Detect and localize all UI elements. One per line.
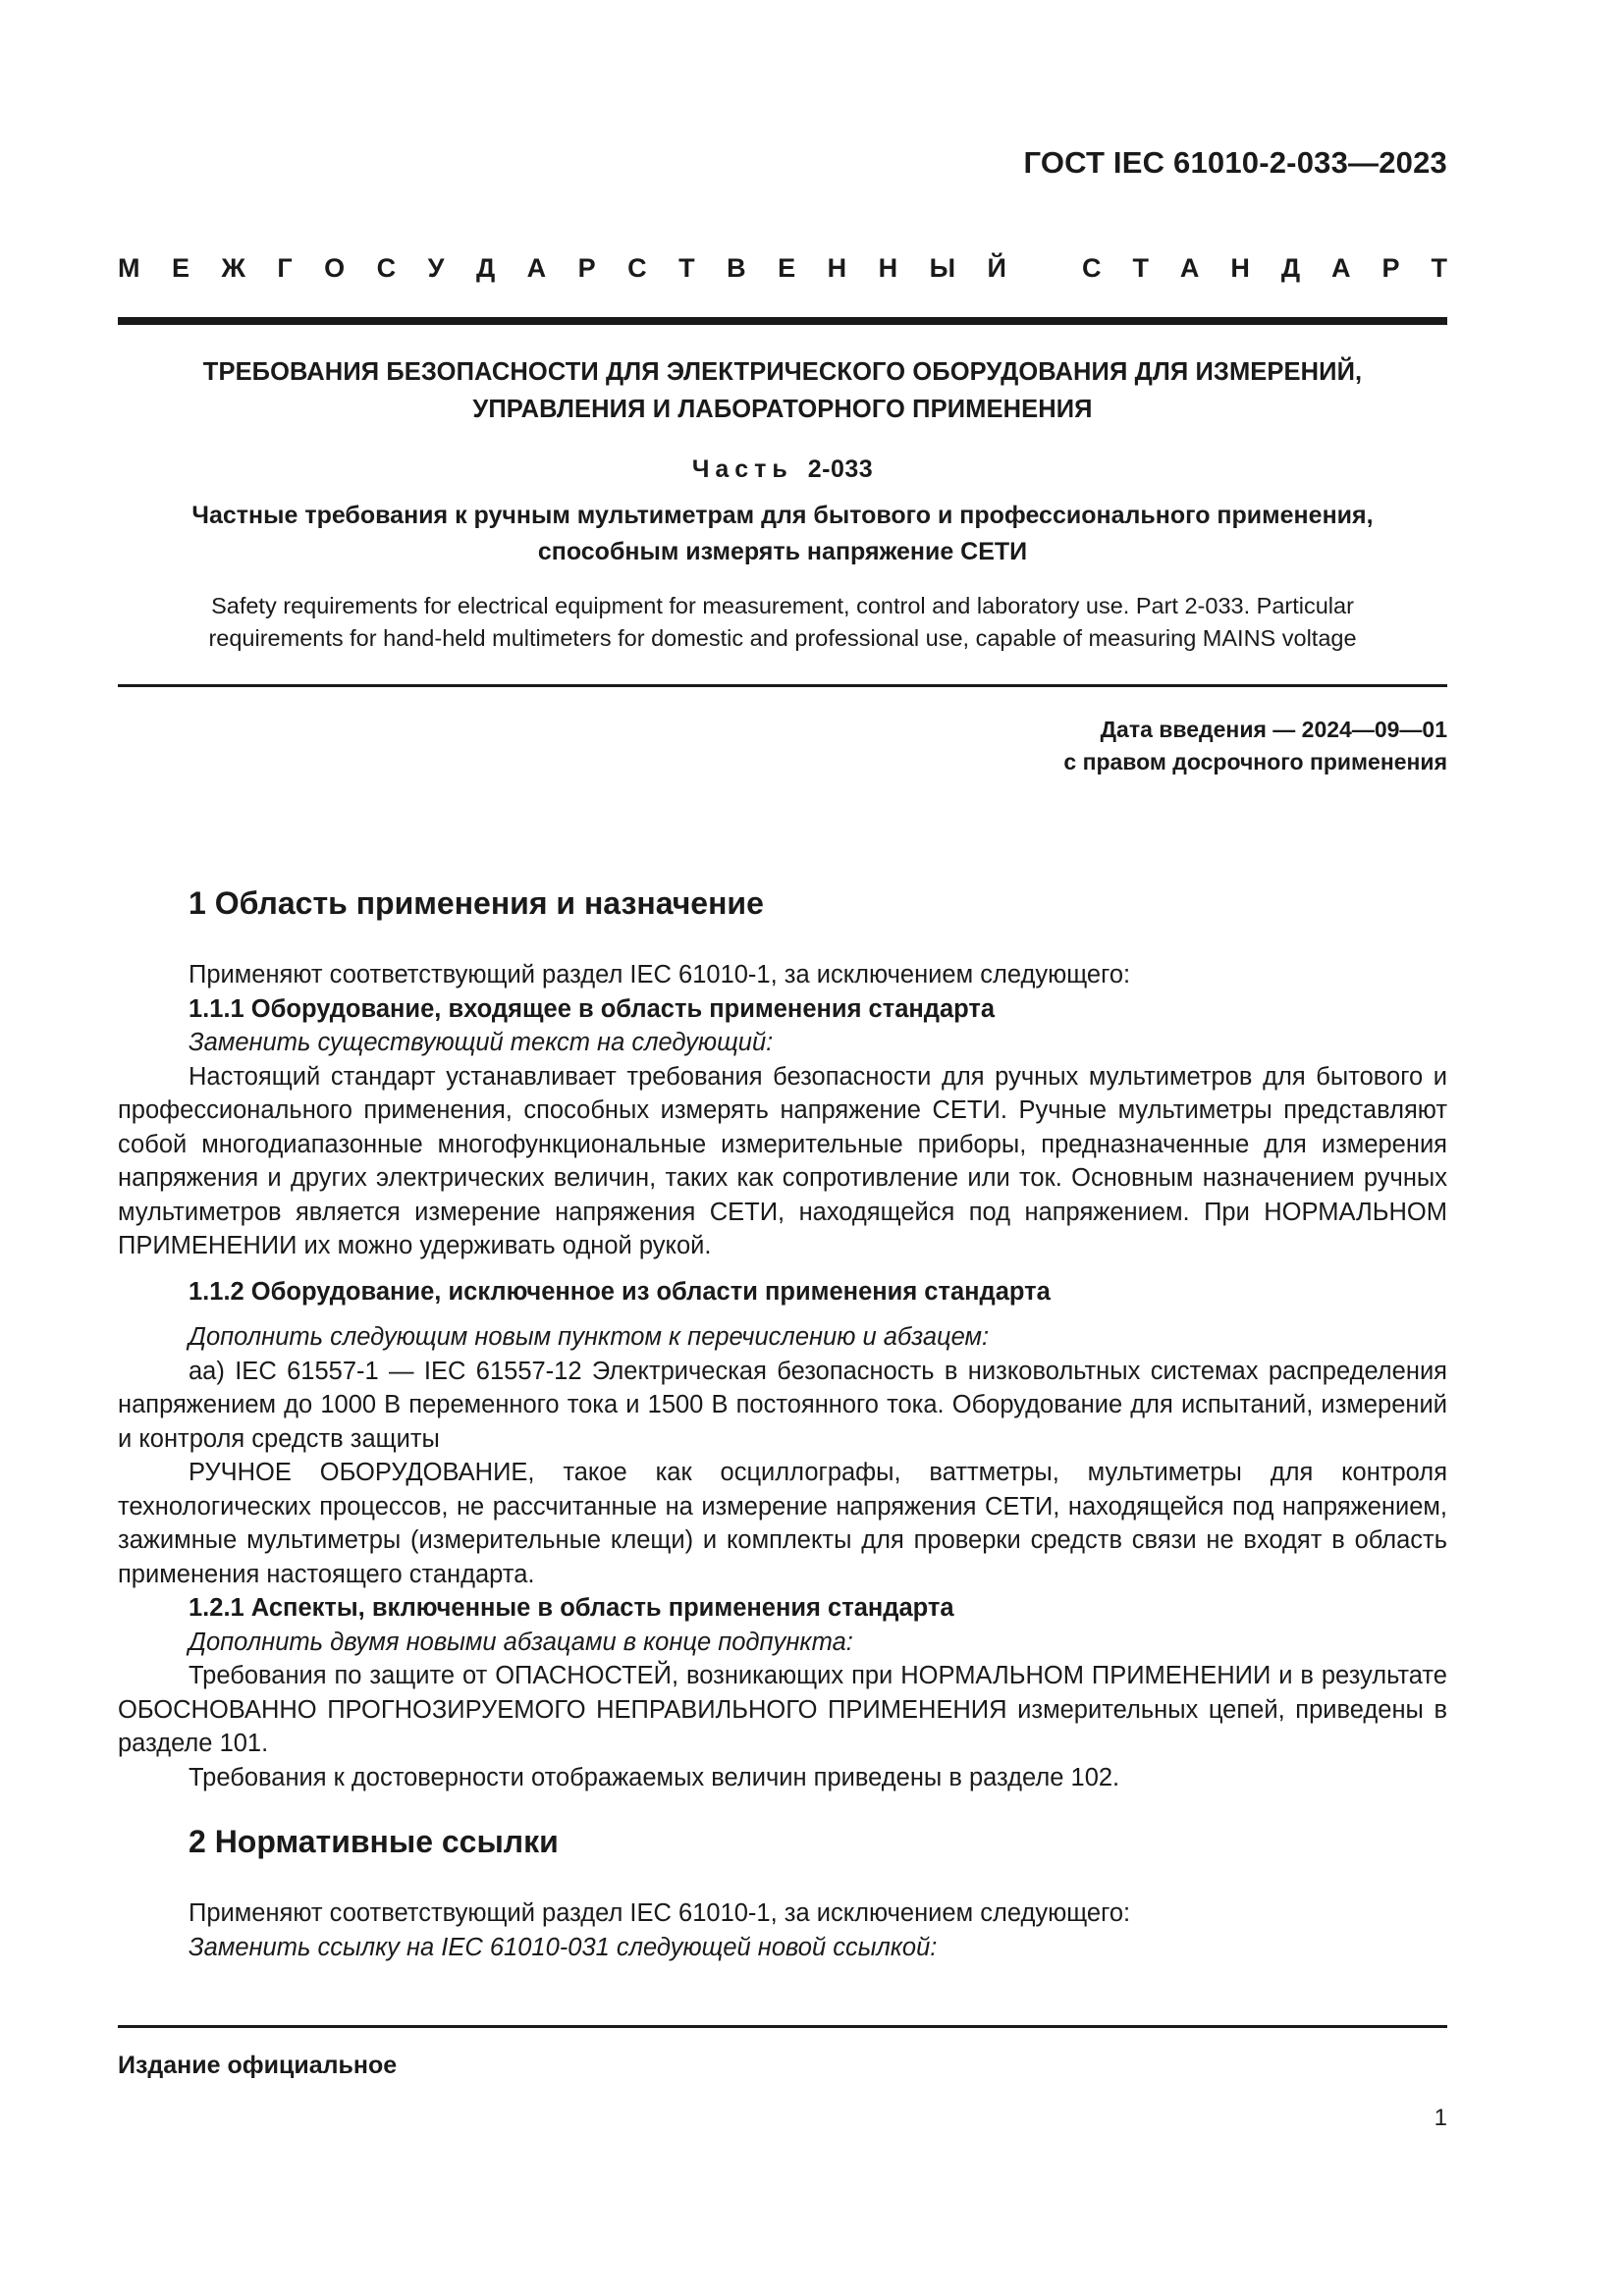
part-word: Часть: [691, 455, 793, 483]
clause-1-1-2-heading: 1.1.2 Оборудование, исключенное из области применения стандарта: [189, 1277, 1051, 1306]
title-bottom-rule: [118, 684, 1447, 687]
main-title-line-1: ТРЕБОВАНИЯ БЕЗОПАСНОСТИ ДЛЯ ЭЛЕКТРИЧЕСКОГО ОБОРУДОВАНИЯ ДЛЯ ИЗМЕРЕНИЙ,: [202, 358, 1363, 386]
english-title-line-2: requirements for hand-held multimeters for domestic and professional use, capable of measuring MAINS voltage: [208, 625, 1357, 651]
document-number: ГОСТ IEC 61010-2-033—2023: [1023, 145, 1447, 180]
hazards-text: Требования по защите от ОПАСНОСТЕЙ, возникающих при НОРМАЛЬНОМ ПРИМЕНЕНИИ и в результате ОБОСНОВАННО ПРОГНОЗИРУЕМОГО НЕПРАВИЛЬНОГО ПРИМЕНЕНИЯ измерительных цепей, приведены в разделе 101.: [118, 1662, 1447, 1757]
introduction-date-line-1: Дата введения — 2024—09—01: [1100, 717, 1447, 742]
section-1-heading: 1 Область применения и назначение: [189, 885, 764, 921]
footer-rule: [118, 2025, 1447, 2028]
header-thick-rule: [118, 317, 1447, 325]
section-1-apply-text: Применяют соответствующий раздел IEC 61010-1, за исключением следующего:: [189, 961, 1131, 988]
manual-equipment-text: РУЧНОЕ ОБОРУДОВАНИЕ, такое как осциллографы, ваттметры, мультиметры для контроля технологических процессов, не рассчитанные на измерение напряжения СЕТИ, находящейся под напряжением, зажимные мультиметры (измерительные клещи) и комплекты для проверки средств связи не входят в область применения настоящего стандарта.: [118, 1459, 1447, 1588]
banner-word-standard: С Т А Н Д А Р Т: [1082, 253, 1447, 283]
introduction-date-line-2: с правом досрочного применения: [1063, 749, 1447, 774]
english-title: [118, 590, 1447, 655]
english-title-line-1: Safety requirements for electrical equipment for measurement, control and laboratory use. Part 2-033. Particular: [211, 593, 1354, 618]
clause-1-1-2-instruction: Дополнить следующим новым пунктом к перечислению и абзацем:: [189, 1323, 990, 1351]
subtitle-line-1: Частные требования к ручным мультиметрам для бытового и профессионального применения,: [191, 502, 1374, 529]
subtitle-line-2: способным измерять напряжение СЕТИ: [537, 538, 1028, 565]
clause-1-1-1-scope-text: Настоящий стандарт устанавливает требования безопасности для ручных мультиметров для бытового и профессионального применения, способных измерять напряжение СЕТИ. Ручные мультиметры представляют собой многодиапазонные многофункциональные измерительные приборы, предназначенные для измерения напряжения и других электрических величин, таких как сопротивление или ток. Основным назначением ручных мультиметров является измерение напряжения СЕТИ, находящейся под напряжением. При НОРМАЛЬНОМ ПРИМЕНЕНИИ их можно удерживать одной рукой.: [118, 1062, 1447, 1259]
accuracy-text: Требования к достоверности отображаемых величин приведены в разделе 102.: [189, 1763, 1120, 1791]
part-number: 2-033: [807, 455, 874, 483]
main-title-line-2: УПРАВЛЕНИЯ И ЛАБОРАТОРНОГО ПРИМЕНЕНИЯ: [472, 396, 1093, 423]
section-2-apply-text: Применяют соответствующий раздел IEC 61010-1, за исключением следующего:: [189, 1899, 1131, 1927]
page-number: 1: [1434, 2105, 1447, 2131]
clause-1-2-1-instruction: Дополнить двумя новыми абзацами в конце подпункта:: [189, 1628, 853, 1656]
clause-1-2-1-heading: 1.2.1 Аспекты, включенные в область применения стандарта: [189, 1594, 954, 1622]
part-label: [118, 455, 1447, 484]
document-body: [118, 883, 1447, 1964]
interstate-standard-banner: [118, 253, 1447, 284]
clause-1-1-1-heading: 1.1.1 Оборудование, входящее в область применения стандарта: [189, 994, 996, 1023]
clause-1-1-1-instruction: Заменить существующий текст на следующий:: [189, 1029, 774, 1056]
section-2-heading: 2 Нормативные ссылки: [189, 1824, 559, 1859]
introduction-date: [1063, 714, 1447, 778]
main-title: [118, 353, 1447, 428]
list-item-aa: аа) IEC 61557-1 — IEC 61557-12 Электрическая безопасность в низковольтных системах распределения напряжением до 1000 В переменного тока и 1500 В постоянного тока. Оборудование для испытаний, измерений и контроля средств защиты: [118, 1357, 1447, 1453]
subtitle: [118, 498, 1447, 570]
title-block: [118, 353, 1447, 655]
official-edition-label: Издание официальное: [118, 2052, 398, 2079]
banner-word-interstate: М Е Ж Г О С У Д А Р С Т В Е Н Н Ы Й: [118, 253, 1006, 283]
section-2-instruction: Заменить ссылку на IEC 61010-031 следующей новой ссылкой:: [189, 1933, 938, 1961]
